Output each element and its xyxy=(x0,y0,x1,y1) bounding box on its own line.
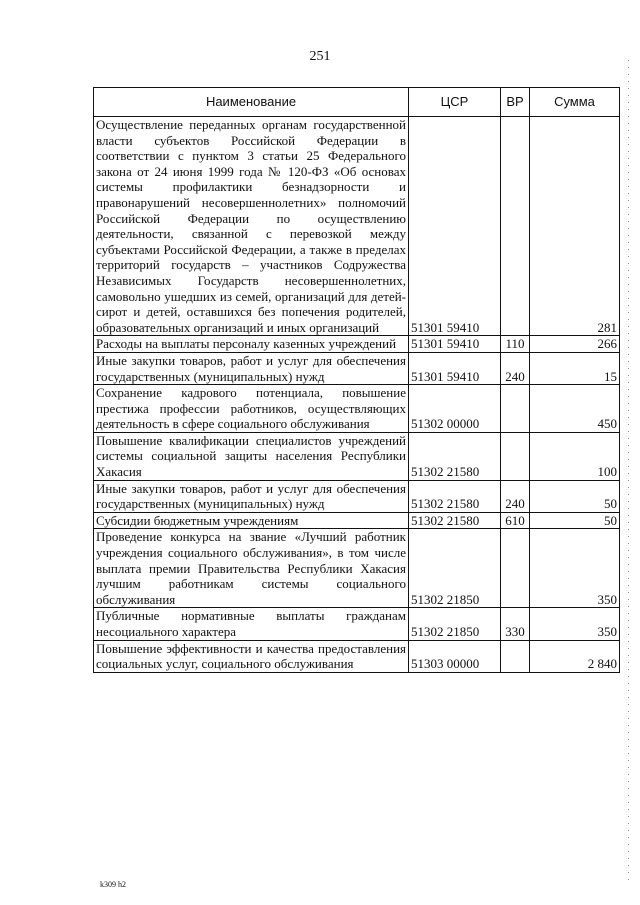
scan-dot xyxy=(628,151,629,152)
scan-dot xyxy=(628,179,629,180)
scan-dot xyxy=(628,445,629,446)
scan-dot xyxy=(628,725,629,726)
row-name-cell: Расходы на выплаты персоналу казенных учреждений xyxy=(94,336,409,353)
row-csr-cell: 51302 21580 xyxy=(409,432,501,480)
scan-dot xyxy=(628,452,629,453)
table-row xyxy=(94,336,620,353)
scan-dot xyxy=(628,543,629,544)
scan-edge-marks xyxy=(622,0,636,905)
scan-dot xyxy=(628,648,629,649)
row-csr-cell: 51302 21580 xyxy=(409,480,501,512)
budget-table xyxy=(93,87,620,673)
scan-dot xyxy=(628,515,629,516)
scan-dot xyxy=(628,473,629,474)
scan-dot xyxy=(628,382,629,383)
row-csr-cell: 51302 21850 xyxy=(409,608,501,640)
table-row xyxy=(94,608,620,640)
scan-dot xyxy=(628,536,629,537)
scan-dot xyxy=(628,851,629,852)
table-row xyxy=(94,512,620,529)
row-vr-cell xyxy=(501,117,530,336)
scan-dot xyxy=(628,431,629,432)
scan-dot xyxy=(628,228,629,229)
row-csr-cell: 51303 00000 xyxy=(409,640,501,672)
scan-dot xyxy=(628,879,629,880)
scan-dot xyxy=(628,690,629,691)
table-row xyxy=(94,385,620,433)
table-row xyxy=(94,640,620,672)
header-vr: ВР xyxy=(501,88,530,117)
row-vr-cell: 330 xyxy=(501,608,530,640)
row-sum-cell: 15 xyxy=(530,352,620,384)
page-number: 251 xyxy=(309,49,331,64)
table-row xyxy=(94,352,620,384)
scan-dot xyxy=(628,214,629,215)
header-sum: Сумма xyxy=(530,88,620,117)
scan-dot xyxy=(628,81,629,82)
scan-dot xyxy=(628,109,629,110)
row-name-cell: Осуществление переданных органам государственной власти субъектов Российской Федерации в соответствии с пунктом 3 статьи 25 Федерального закона от 24 июня 1999 года № 120-ФЗ «Об основах системы профилактики безнадзорности и правонарушений несовершеннолетних» полномочий Российской Федерации по осуществлению деятельности, связанной с перевозкой между субъектами Российской Федерации, а также в пределах территорий государств – участников Содружества Независимых Государств несовершеннолетних, самовольно ушедших из семей, организаций для детей-сирот и детей, оставшихся без попечения родителей, образовательных организаций и иных организаций xyxy=(94,117,409,336)
scan-dot xyxy=(628,263,629,264)
scan-dot xyxy=(628,123,629,124)
row-name-cell: Повышение эффективности и качества предоставления социальных услуг, социального обслуживания xyxy=(94,640,409,672)
scan-dot xyxy=(628,809,629,810)
scan-dot xyxy=(628,585,629,586)
row-sum-cell: 266 xyxy=(530,336,620,353)
row-vr-cell xyxy=(501,640,530,672)
scan-dot xyxy=(628,774,629,775)
scan-dot xyxy=(628,221,629,222)
row-name-cell: Иные закупки товаров, работ и услуг для обеспечения государственных (муниципальных) нужд xyxy=(94,352,409,384)
scan-dot xyxy=(628,676,629,677)
scan-dot xyxy=(628,165,629,166)
row-vr-cell: 240 xyxy=(501,480,530,512)
scan-dot xyxy=(628,235,629,236)
table-header-row xyxy=(94,88,620,117)
row-csr-cell: 51302 21850 xyxy=(409,529,501,608)
scan-dot xyxy=(628,347,629,348)
scan-dot xyxy=(628,578,629,579)
row-name-cell: Иные закупки товаров, работ и услуг для обеспечения государственных (муниципальных) нужд xyxy=(94,480,409,512)
row-csr-cell: 51302 00000 xyxy=(409,385,501,433)
scan-dot xyxy=(628,760,629,761)
scan-dot xyxy=(628,550,629,551)
scan-dot xyxy=(628,872,629,873)
scan-dot xyxy=(628,312,629,313)
scan-dot xyxy=(628,634,629,635)
scan-dot xyxy=(628,403,629,404)
scan-dot xyxy=(628,655,629,656)
row-csr-cell: 51301 59410 xyxy=(409,352,501,384)
row-sum-cell: 281 xyxy=(530,117,620,336)
scan-dot xyxy=(628,326,629,327)
scan-dot xyxy=(628,207,629,208)
scan-dot xyxy=(628,417,629,418)
scan-dot xyxy=(628,172,629,173)
scan-dot xyxy=(628,697,629,698)
scan-dot xyxy=(628,466,629,467)
row-csr-cell: 51301 59410 xyxy=(409,336,501,353)
scan-dot xyxy=(628,200,629,201)
footer-code: k309 h2 xyxy=(100,880,126,889)
scan-dot xyxy=(628,256,629,257)
row-vr-cell xyxy=(501,432,530,480)
scan-dot xyxy=(628,410,629,411)
row-name-cell: Публичные нормативные выплаты гражданам несоциального характера xyxy=(94,608,409,640)
scan-dot xyxy=(628,529,629,530)
scan-dot xyxy=(628,711,629,712)
table-row xyxy=(94,480,620,512)
scan-dot xyxy=(628,60,629,61)
scan-dot xyxy=(628,249,629,250)
scan-dot xyxy=(628,102,629,103)
scan-dot xyxy=(628,354,629,355)
scan-dot xyxy=(628,333,629,334)
scan-dot xyxy=(628,389,629,390)
row-vr-cell xyxy=(501,529,530,608)
scan-dot xyxy=(628,319,629,320)
scan-dot xyxy=(628,816,629,817)
scan-dot xyxy=(628,361,629,362)
scan-dot xyxy=(628,186,629,187)
scan-dot xyxy=(628,270,629,271)
row-vr-cell: 610 xyxy=(501,512,530,529)
row-vr-cell: 240 xyxy=(501,352,530,384)
row-sum-cell: 350 xyxy=(530,608,620,640)
row-name-cell: Сохранение кадрового потенциала, повышение престижа профессии работников, осуществляющих деятельность в сфере социального обслуживания xyxy=(94,385,409,433)
scan-dot xyxy=(628,95,629,96)
row-csr-cell: 51302 21580 xyxy=(409,512,501,529)
scan-dot xyxy=(628,144,629,145)
scan-dot xyxy=(628,683,629,684)
scan-dot xyxy=(628,858,629,859)
row-name-cell: Субсидии бюджетным учреждениям xyxy=(94,512,409,529)
scan-dot xyxy=(628,508,629,509)
scan-dot xyxy=(628,305,629,306)
scan-dot xyxy=(628,284,629,285)
table-row xyxy=(94,117,620,336)
scan-dot xyxy=(628,788,629,789)
scan-dot xyxy=(628,620,629,621)
scan-dot xyxy=(628,193,629,194)
scan-dot xyxy=(628,438,629,439)
table-row xyxy=(94,529,620,608)
scan-dot xyxy=(628,613,629,614)
scan-dot xyxy=(628,606,629,607)
scan-dot xyxy=(628,116,629,117)
row-name-cell: Повышение квалификации специалистов учреждений системы социальной защиты населения Республики Хакасия xyxy=(94,432,409,480)
scan-dot xyxy=(628,627,629,628)
scan-dot xyxy=(628,424,629,425)
scan-dot xyxy=(628,494,629,495)
scan-dot xyxy=(628,130,629,131)
scan-dot xyxy=(628,571,629,572)
scan-dot xyxy=(628,340,629,341)
scan-dot xyxy=(628,522,629,523)
scan-dot xyxy=(628,242,629,243)
scan-dot xyxy=(628,487,629,488)
scan-dot xyxy=(628,781,629,782)
scan-dot xyxy=(628,746,629,747)
scan-dot xyxy=(628,368,629,369)
scan-dot xyxy=(628,158,629,159)
row-sum-cell: 100 xyxy=(530,432,620,480)
scan-dot xyxy=(628,837,629,838)
scan-dot xyxy=(628,795,629,796)
scan-dot xyxy=(628,277,629,278)
scan-dot xyxy=(628,396,629,397)
scan-dot xyxy=(628,599,629,600)
scan-dot xyxy=(628,459,629,460)
row-sum-cell: 2 840 xyxy=(530,640,620,672)
scan-dot xyxy=(628,137,629,138)
header-csr: ЦСР xyxy=(409,88,501,117)
scan-dot xyxy=(628,718,629,719)
scan-dot xyxy=(628,865,629,866)
row-sum-cell: 450 xyxy=(530,385,620,433)
row-sum-cell: 50 xyxy=(530,512,620,529)
scan-dot xyxy=(628,501,629,502)
scan-dot xyxy=(628,732,629,733)
scan-dot xyxy=(628,641,629,642)
row-name-cell: Проведение конкурса на звание «Лучший работник учреждения социального обслуживания», в том числе выплата премии Правительства Республики Хакасия лучшим работникам системы социального обслуживания xyxy=(94,529,409,608)
scan-dot xyxy=(628,592,629,593)
scan-dot xyxy=(628,669,629,670)
row-sum-cell: 350 xyxy=(530,529,620,608)
table-row xyxy=(94,432,620,480)
scan-dot xyxy=(628,844,629,845)
scan-dot xyxy=(628,375,629,376)
scan-dot xyxy=(628,291,629,292)
row-sum-cell: 50 xyxy=(530,480,620,512)
scan-dot xyxy=(628,564,629,565)
scan-dot xyxy=(628,67,629,68)
row-vr-cell: 110 xyxy=(501,336,530,353)
row-csr-cell: 51301 59410 xyxy=(409,117,501,336)
scan-dot xyxy=(628,88,629,89)
scan-dot xyxy=(628,557,629,558)
row-vr-cell xyxy=(501,385,530,433)
scan-dot xyxy=(628,298,629,299)
scan-dot xyxy=(628,74,629,75)
scan-dot xyxy=(628,704,629,705)
scan-dot xyxy=(628,830,629,831)
scan-dot xyxy=(628,662,629,663)
scan-dot xyxy=(628,739,629,740)
scan-dot xyxy=(628,823,629,824)
header-name: Наименование xyxy=(94,88,409,117)
scan-dot xyxy=(628,480,629,481)
scan-dot xyxy=(628,802,629,803)
scan-dot xyxy=(628,767,629,768)
scan-dot xyxy=(628,753,629,754)
